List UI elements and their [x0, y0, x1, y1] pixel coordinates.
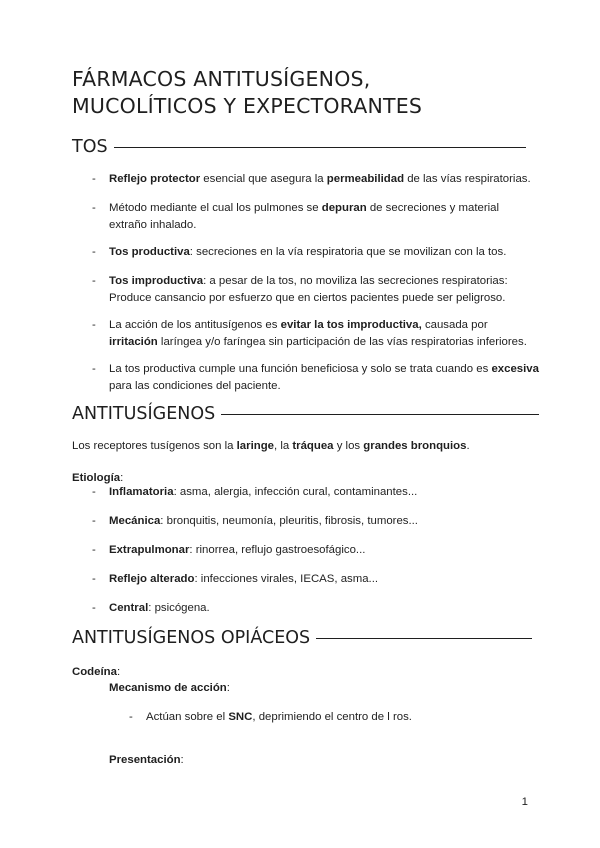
text: : a pesar de la tos, no moviliza las secreciones respiratorias:: [203, 275, 508, 287]
bold-text: Etiología: [72, 472, 121, 484]
text: :: [116, 666, 121, 678]
bold-text: depuran: [321, 202, 367, 214]
bold-text: laringe: [236, 440, 274, 452]
title-line-1: FÁRMACOS ANTITUSÍGENOS,: [72, 67, 371, 91]
tos-bullet-3: [109, 244, 506, 261]
bold-text: Inflamatoria: [109, 486, 174, 498]
text: para las condiciones del paciente.: [109, 379, 281, 392]
text: :: [226, 682, 230, 694]
text: extraño inhalado.: [109, 218, 197, 231]
text: de secreciones y material: [366, 202, 500, 214]
text: Método mediante el cual los pulmones se: [109, 202, 322, 214]
bullet-dash: -: [92, 319, 96, 331]
tos-bullet-4: [109, 273, 508, 306]
text: : asma, alergia, infección cural, contaminantes...: [173, 486, 418, 498]
bullet-dash: -: [92, 573, 96, 585]
receptores-paragraph: [72, 438, 470, 455]
etiologia-item-5: [109, 600, 210, 617]
bold-text: Tos improductiva: [109, 275, 204, 287]
etiologia-item-4: [109, 571, 378, 588]
text: , deprimiendo el centro de l ros.: [252, 711, 412, 723]
bullet-dash: -: [92, 275, 96, 287]
title-line-2: MUCOLÍTICOS Y EXPECTORANTES: [72, 94, 423, 118]
text: esencial que asegura la: [200, 173, 327, 185]
bold-text: Mecánica: [109, 515, 161, 527]
tos-bullet-5: [109, 317, 527, 350]
text: Actúan sobre el: [146, 711, 229, 723]
bold-text: Tos productiva: [109, 246, 190, 258]
section-heading-text: ANTITUSÍGENOS: [72, 404, 216, 424]
text: Produce cansancio por esfuerzo que en ciertos pacientes puede ser peligroso.: [109, 291, 506, 304]
bullet-dash: -: [92, 486, 96, 498]
bold-text: SNC: [228, 711, 253, 723]
bold-text: permeabilidad: [326, 173, 405, 185]
section-heading-text: TOS: [72, 137, 108, 157]
text: :: [180, 754, 184, 766]
tos-bullet-2: [109, 200, 499, 233]
text: La acción de los antitusígenos es: [109, 319, 281, 331]
bullet-dash: -: [92, 515, 96, 527]
bullet-dash: -: [92, 544, 96, 556]
bullet-dash: -: [92, 246, 96, 258]
bullet-dash: -: [129, 711, 133, 723]
etiologia-item-3: [109, 542, 365, 559]
heading-rule: [114, 147, 526, 148]
text: : bronquitis, neumonía, pleuritis, fibrosis, tumores...: [160, 515, 418, 527]
bold-text: Central: [109, 602, 149, 614]
text: La tos productiva cumple una función beneficiosa y solo se trata cuando es: [109, 363, 492, 375]
bold-text: Reflejo alterado: [109, 573, 195, 585]
section-heading-tos: [72, 136, 526, 158]
text: : psicógena.: [148, 602, 210, 614]
tos-bullet-1: [109, 171, 531, 188]
bold-text: Presentación: [109, 754, 181, 766]
document-title: [72, 66, 422, 120]
presentacion-label: [109, 752, 184, 769]
bold-text: excesiva: [491, 363, 539, 375]
bold-text: Mecanismo de acción: [109, 682, 227, 694]
codeina-label: [72, 664, 120, 681]
text: : rinorrea, reflujo gastroesofágico...: [189, 544, 366, 556]
bold-text: Codeína: [72, 666, 117, 678]
bullet-dash: -: [92, 202, 96, 214]
text: : infecciones virales, IECAS, asma...: [194, 573, 379, 585]
page-number: 1: [521, 796, 528, 808]
etiologia-item-1: [109, 484, 417, 501]
heading-rule: [316, 638, 532, 639]
mecanismo-item: [146, 709, 412, 726]
bold-text: irritación: [109, 335, 158, 348]
tos-bullet-6: [109, 361, 539, 394]
text: .: [466, 440, 470, 452]
etiologia-item-2: [109, 513, 418, 530]
text: , la: [274, 440, 293, 452]
bullet-dash: -: [92, 173, 96, 185]
bullet-dash: -: [92, 363, 96, 375]
section-heading-antitusigenos: [72, 403, 539, 425]
text: :: [120, 472, 124, 484]
bullet-dash: -: [92, 602, 96, 614]
mecanismo-label: [109, 680, 230, 697]
bold-text: Extrapulmonar: [109, 544, 190, 556]
bold-text: tráquea: [292, 440, 334, 452]
text: de las vías respiratorias.: [404, 173, 531, 185]
text: y los: [333, 440, 364, 452]
text: laríngea y/o faríngea sin participación de las vías respiratorias inferiores.: [157, 335, 527, 348]
text: : secreciones en la vía respiratoria que se movilizan con la tos.: [189, 246, 507, 258]
heading-rule: [221, 414, 539, 415]
text: Los receptores tusígenos son la: [72, 440, 237, 452]
text: causada por: [421, 319, 488, 331]
section-heading-opiaceos: [72, 627, 532, 649]
bold-text: Reflejo protector: [109, 173, 201, 185]
section-heading-text: ANTITUSÍGENOS OPIÁCEOS: [72, 628, 311, 648]
bold-text: grandes bronquios: [363, 440, 467, 452]
bold-text: evitar la tos improductiva,: [280, 319, 422, 331]
